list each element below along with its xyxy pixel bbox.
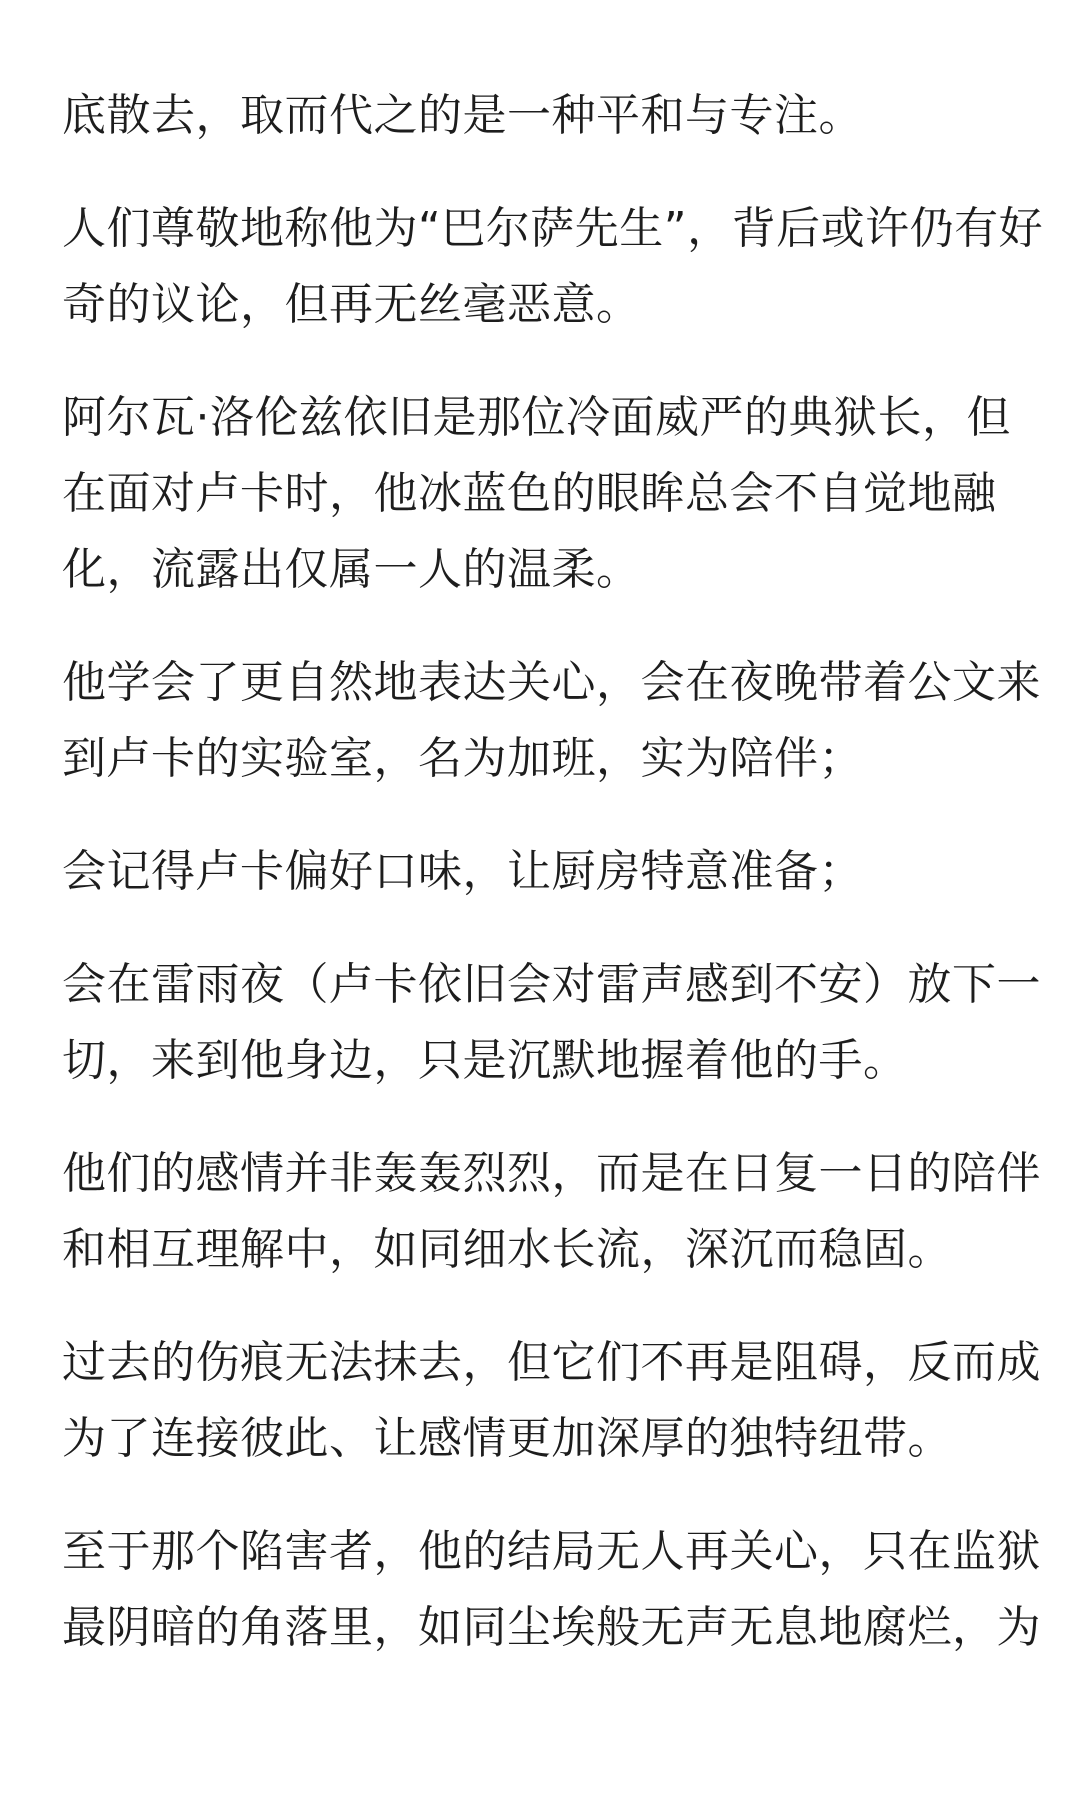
text-line: 化，流露出仅属一人的温柔。 xyxy=(62,544,641,595)
text-line: 阿尔瓦·洛伦兹依旧是那位冷面威严的典狱长，但 xyxy=(62,392,1011,443)
paragraph xyxy=(62,191,1042,343)
paragraph xyxy=(62,645,1042,797)
text-line: 在面对卢卡时，他冰蓝色的眼眸总会不自觉地融 xyxy=(62,468,997,519)
text-line: 到卢卡的实验室，名为加班，实为陪伴； xyxy=(62,733,863,784)
text-line: 会记得卢卡偏好口味，让厨房特意准备； xyxy=(62,846,863,897)
text-line: 为了连接彼此、让感情更加深厚的独特纽带。 xyxy=(62,1413,952,1464)
text-line: 他学会了更自然地表达关心，会在夜晚带着公文来 xyxy=(62,657,1041,708)
paragraph xyxy=(62,1136,1042,1288)
text-line: 他们的感情并非轰轰烈烈，而是在日复一日的陪伴 xyxy=(62,1148,1041,1199)
text-line: 切，来到他身边，只是沉默地握着他的手。 xyxy=(62,1035,908,1086)
article-body xyxy=(62,78,1042,1703)
text-line: 底散去，取而代之的是一种平和与专注。 xyxy=(62,90,863,141)
text-line: 会在雷雨夜（卢卡依旧会对雷声感到不安）放下一 xyxy=(62,959,1041,1010)
paragraph xyxy=(62,947,1042,1099)
paragraph xyxy=(62,1325,1042,1477)
text-line: 和相互理解中，如同细水长流，深沉而稳固。 xyxy=(62,1224,952,1275)
paragraph xyxy=(62,78,1042,154)
paragraph xyxy=(62,380,1042,608)
paragraph xyxy=(62,834,1042,910)
paragraph xyxy=(62,1514,1042,1666)
text-line: 至于那个陷害者，他的结局无人再关心，只在监狱 xyxy=(62,1526,1041,1577)
text-line: 最阴暗的角落里，如同尘埃般无声无息地腐烂，为 xyxy=(62,1602,1041,1653)
text-line: 过去的伤痕无法抹去，但它们不再是阻碍，反而成 xyxy=(62,1337,1041,1388)
text-line: 奇的议论，但再无丝毫恶意。 xyxy=(62,279,641,330)
text-line: 人们尊敬地称他为“巴尔萨先生”，背后或许仍有好 xyxy=(62,203,1044,254)
